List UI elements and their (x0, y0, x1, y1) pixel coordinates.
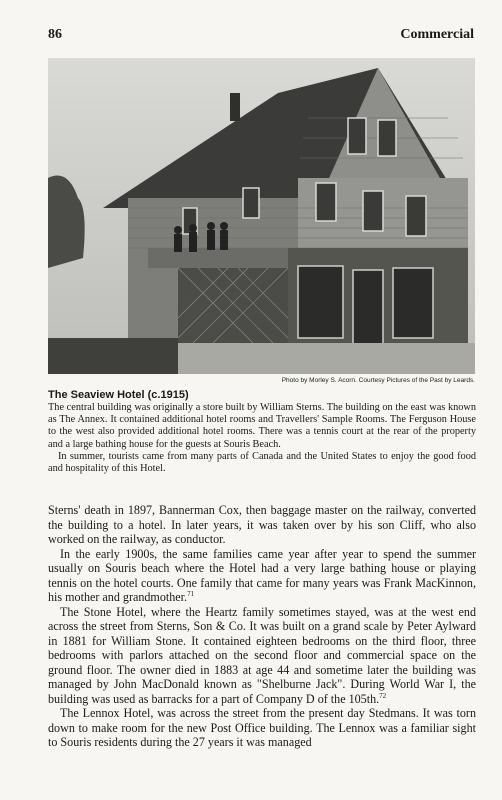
body-paragraph (48, 503, 476, 547)
hotel-photograph (48, 58, 475, 374)
running-head: Commercial (400, 27, 474, 42)
paragraph-text: In the early 1900s, the same families came year after year to spend the summer usually on Souris beach where the Hotel had a very large bathing house or playing tennis on the hotel courts. One family that came for many years was Frank MacKinnon, his mother and grandmother. (48, 546, 476, 604)
paragraph-text: The Stone Hotel, where the Heartz family sometimes stayed, was at the west end across the street from Sterns, Son & Co. It was built on a grand scale by Peter Aylward in 1881 for William Stone. It contained eighteen bedrooms on the third floor, three bedrooms with parlors attached on the second floor and commercial space on the ground floor. The owner died in 1883 at age 44 and sometime later the building was managed by John MacDonald known as "Shelburne Jack". During World War I, the building was used as barracks for a part of Company D of the 105th. (48, 604, 476, 706)
page-number: 86 (48, 27, 62, 42)
photo-credit: Photo by Morley S. Acorn. Courtesy Pictures of the Past by Leards. (281, 377, 475, 384)
caption-paragraph: In summer, tourists came from many parts of Canada and the United States to enjoy the good food and hospitality of this Hotel. (48, 450, 476, 475)
body-text (48, 503, 476, 750)
body-paragraph (48, 706, 476, 750)
paragraph-text: The Lennox Hotel, was across the street from the present day Stedmans. It was torn down to make room for the new Post Office building. The Lennox was a familiar sight to Souris residents during the 27 years it was managed (48, 706, 476, 749)
caption-title: The Seaview Hotel (c.1915) (48, 389, 189, 401)
hotel-photo-illustration (48, 58, 475, 374)
paragraph-text: Sterns' death in 1897, Bannerman Cox, then baggage master on the railway, converted the building to a hotel. In later years, it was taken over by his son Cliff, who also worked on the railway, as conductor. (48, 503, 476, 546)
footnote-ref: 72 (379, 691, 387, 700)
footnote-ref: 71 (187, 589, 195, 598)
body-paragraph (48, 605, 476, 707)
body-paragraph (48, 547, 476, 605)
caption-paragraph: The central building was originally a store built by William Sterns. The building on the east was known as The Annex. It contained additional hotel rooms and Travellers' Sample Rooms. The Ferguson House to the west also provided additional hotel rooms. There was a tennis court at the rear of the property and a large bathing house for the guests at Souris Beach. (48, 402, 476, 450)
photo-caption (48, 388, 476, 475)
